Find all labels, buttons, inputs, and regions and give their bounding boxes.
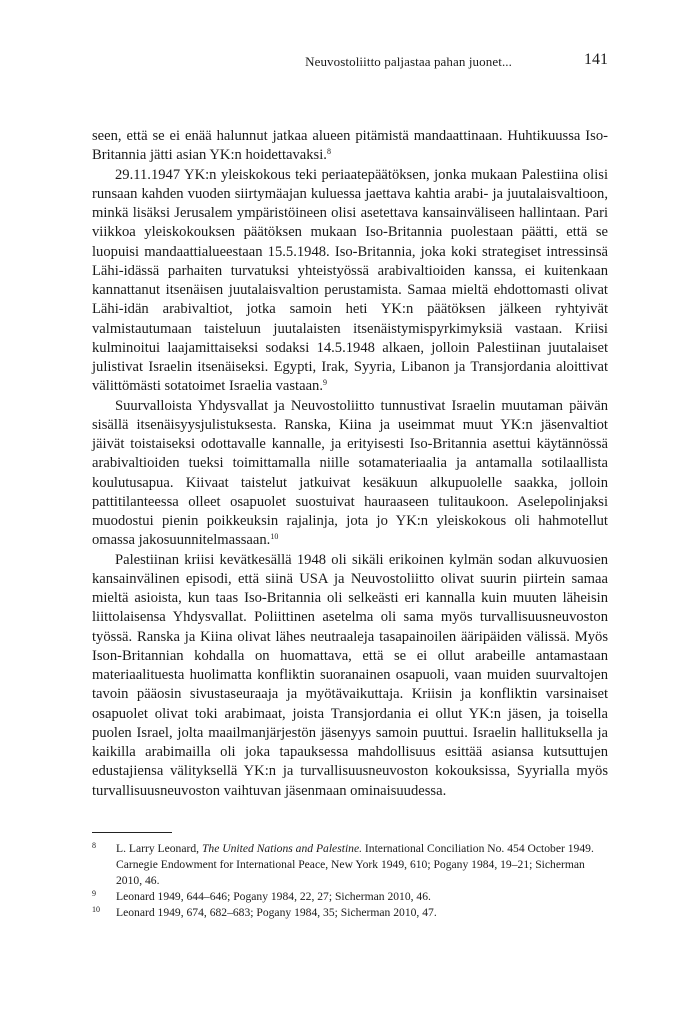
footnote-author: L. Larry Leonard,	[116, 842, 202, 855]
footnote-number: 9	[92, 889, 96, 898]
paragraph-text: 29.11.1947 YK:n yleiskokous teki periaatepäätöksen, jonka mukaan Palestiina olisi runsaan kahden vuoden siirtymäajan kuluessa jaettava kahtia arabi- ja juutalaisvaltioon, minkä lisäksi Jerusalem ympäristöineen olisi asetettava kansainväliseen hallintaan. Pari viikkoa yleiskokouksen päätöksen mukaan Iso-Britannia puolestaan päätti, että se luopuisi mandaattialueestaan 15.5.1948. Iso-Britannia, joka koki strategiset intressinsä Lähi-idässä parhaiten turvatuksi yhteistyössä arabivaltioiden kanssa, ei kuitenkaan kannattanut itsenäisen juutalaisvaltion perustamista. Samaa mieltä ehdottomasti olivat Lähi-idän arabivaltiot, jotka samoin heti YK:n päätöksen jälkeen ryhtyivät valmistautumaan taisteluun juutalaisten itsenäistymispyrkimyksiä vastaan. Kriisi kulminoitui laajamittaiseksi sodaksi 14.5.1948 alkaen, jolloin Palestiinan juutalaiset julistivat Israelin itsenäiseksi. Egypti, Irak, Syyria, Libanon ja Transjordania aloittivat välittömästi sotatoimet Israelia vastaan.	[92, 166, 608, 395]
footnote-text: Leonard 1949, 674, 682–683; Pogany 1984, 35; Sicherman 2010, 47.	[116, 906, 437, 919]
footnote-number: 10	[92, 905, 100, 914]
footnote-details: International Conciliation No. 454 October 1949. Carnegie Endowment for International Peace, New York 1949, 610; Pogany 1984, 19–21; Sicherman 2010, 46.	[116, 842, 594, 887]
paragraph-text: Palestiinan kriisi kevätkesällä 1948 oli sikäli erikoinen kylmän sodan alkuvuosien kansainvälinen episodi, että siinä USA ja Neuvostoliitto olivat suurin piirtein samaa mieltä asioista, kun taas Iso-Britannia oli selkeästi eri kannalla kuin muuten läheisin liittolaisensa Yhdysvallat. Poliittinen asetelma oli sama myös turvallisuusneuvoston työssä. Ranska ja Kiina olivat lähes neutraaleja tasapainoilen ääripäiden välissä. Myös Ison-Britannian kohdalla on huomattava, että se ei ollut arabeille antamastaan materiaalituesta huolimatta konfliktin suoranainen osapuoli, vaan muiden suurvaltojen tavoin pääosin sivustaseuraaja ja myötävaikuttaja. Kriisin ja konfliktin varsinaiset osapuolet olivat toki arabimaat, joista Transjordania ei ollut YK:n jäsen, ja toisella puolen Israel, jolta maailmanjärjestön jäsenyys samoin puuttui. Israelin hallituksella ja kaikilla arabimailla oli joka tapauksessa mahdollisuus esittää asiansa kutsuttujen edustajiensa välityksellä YK:n ja turvallisuusneuvoston kokouksissa, Syyrialla myös turvallisuusneuvoston vaihtuvan jäsenmaan ominaisuudessa.	[92, 551, 608, 799]
paragraph-3	[92, 397, 608, 551]
footnotes	[92, 841, 608, 921]
footnote-number: 8	[92, 841, 96, 850]
paragraph-text: Suurvalloista Yhdysvallat ja Neuvostoliitto tunnustivat Israelin muutaman päivän sisällä itsenäisyysjulistuksesta. Ranska, Kiina ja useimmat muut YK:n jäsenvaltiot jäivät toistaiseksi odottavalle kannalle, ja erityisesti Iso-Britannia asettui käytännössä arabivaltioiden tueksi toimittamalla niille sotamateriaalia ja antamalla sotilaallista koulutusapua. Kiivaat taistelut jatkuivat kesäkuun alkupuolelle saakka, jolloin pattitilanteessa olleet osapuolet suostuivat hauraaseen tulitaukoon. Aselepolinjaksi muodostui pienin poikkeuksin rajalinja, jota jo YK:n yleiskokous oli hahmotellut omassa jakosuunnitelmassaan.	[92, 397, 608, 549]
page-number: 141	[584, 51, 608, 68]
footnote-text	[116, 841, 608, 889]
footnote-ref[interactable]: 10	[270, 532, 279, 542]
footnote-ref[interactable]: 8	[326, 147, 331, 157]
body-text	[92, 127, 608, 801]
footnote-title: The United Nations and Palestine.	[201, 842, 363, 855]
footnote-divider	[92, 832, 172, 833]
footnote-text: Leonard 1949, 644–646; Pogany 1984, 22, 27; Sicherman 2010, 46.	[116, 890, 431, 903]
footnote-8	[92, 841, 608, 889]
paragraph-2	[92, 166, 608, 397]
footnote-9	[92, 889, 608, 905]
paragraph-text: seen, että se ei enää halunnut jatkaa alueen pitämistä mandaattinaan. Huhtikuussa Iso-Britannia jätti asian YK:n hoidettavaksi.	[92, 128, 608, 164]
page-header	[92, 50, 608, 72]
paragraph-1	[92, 127, 608, 166]
paragraph-4	[92, 551, 608, 801]
footnote-10	[92, 905, 608, 921]
running-title: Neuvostoliitto paljastaa pahan juonet...	[305, 54, 512, 69]
footnote-ref[interactable]: 9	[323, 378, 327, 388]
